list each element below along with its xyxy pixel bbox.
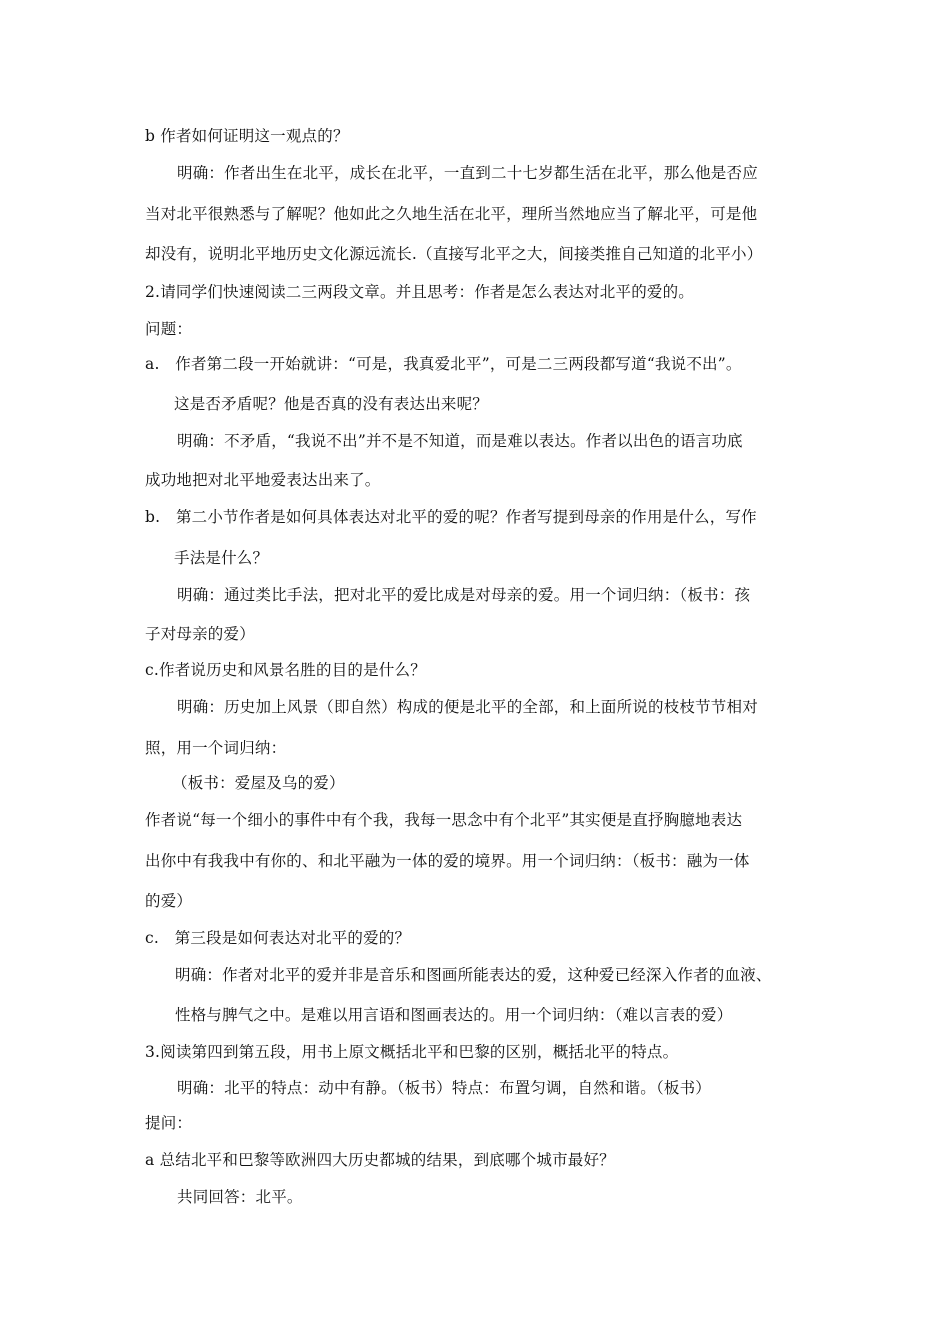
text-line: 明确：通过类比手法，把对北平的爱比成是对母亲的爱。用一个词归纳：（板书：孩 — [177, 586, 751, 604]
text-line: c. 第三段是如何表达对北平的爱的？ — [145, 929, 411, 947]
text-line: 明确：不矛盾，“我说不出”并不是不知道，而是难以表达。作者以出色的语言功底 — [177, 432, 743, 450]
text-line: 出你中有我我中有你的、和北平融为一体的爱的境界。用一个词归纳：（板书：融为一体 — [145, 852, 750, 870]
text-line: 性格与脾气之中。是难以用言语和图画表达的。用一个词归纳：（难以言表的爱） — [175, 1006, 733, 1024]
text-line: 明确：作者出生在北平，成长在北平，一直到二十七岁都生活在北平，那么他是否应 — [177, 164, 758, 182]
text-line: a. 作者第二段一开始就讲：“可是，我真爱北平”，可是二三两段都写道“我说不出”。 — [145, 355, 742, 373]
text-line: 照，用一个词归纳： — [145, 739, 287, 757]
text-line: 明确：作者对北平的爱并非是音乐和图画所能表达的爱，这种爱已经深入作者的血液、 — [175, 966, 772, 984]
text-line: （板书：爱屋及乌的爱） — [172, 774, 345, 792]
text-line: 却没有，说明北平地历史文化源远流长.（直接写北平之大，间接类推自己知道的北平小） — [145, 245, 763, 263]
text-line: 提问： — [145, 1114, 193, 1132]
text-line: 这是否矛盾呢？他是否真的没有表达出来呢？ — [174, 395, 489, 413]
text-line: 子对母亲的爱） — [145, 625, 255, 643]
text-line: 成功地把对北平地爱表达出来了。 — [145, 471, 381, 489]
text-line: b 作者如何证明这一观点的？ — [145, 127, 349, 145]
text-line: 共同回答：北平。 — [177, 1188, 303, 1206]
text-line: 明确：北平的特点：动中有静。（板书）特点：布置匀调，自然和谐。（板书） — [177, 1079, 712, 1097]
text-line: 明确：历史加上风景（即自然）构成的便是北平的全部，和上面所说的枝枝节节相对 — [177, 698, 758, 716]
text-line: 当对北平很熟悉与了解呢？他如此之久地生活在北平，理所当然地应当了解北平，可是他 — [145, 205, 758, 223]
text-line: b. 第二小节作者是如何具体表达对北平的爱的呢？作者写提到母亲的作用是什么，写作 — [145, 508, 757, 526]
text-line: 的爱） — [145, 892, 193, 910]
text-line: 手法是什么？ — [174, 549, 269, 567]
text-line: c.作者说历史和风景名胜的目的是什么？ — [145, 661, 426, 679]
text-line: 问题： — [145, 320, 193, 338]
text-line: 作者说“每一个细小的事件中有个我，我每一思念中有个北平”其实便是直抒胸臆地表达 — [145, 811, 743, 829]
text-line: a 总结北平和巴黎等欧洲四大历史都城的结果，到底哪个城市最好？ — [145, 1151, 615, 1169]
text-line: 2.请同学们快速阅读二三两段文章。并且思考：作者是怎么表达对北平的爱的。 — [145, 283, 694, 301]
text-line: 3.阅读第四到第五段，用书上原文概括北平和巴黎的区别，概括北平的特点。 — [145, 1043, 679, 1061]
